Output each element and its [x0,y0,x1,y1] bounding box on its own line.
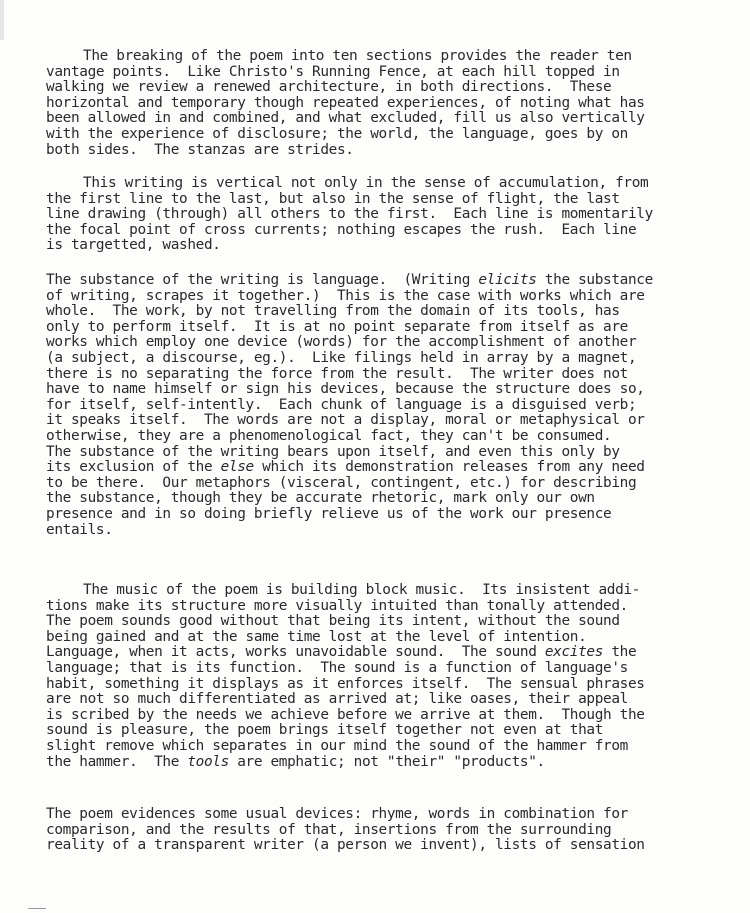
text-line: works which employ one device (words) for the accomplishment of another [46,334,637,351]
text-segment: the [603,644,637,661]
text-line: walking we review a renewed architecture, in both directions. These [46,79,612,96]
text-line: the first line to the last, but also in the sense of flight, the last [46,190,620,207]
emphasized-word: excites [544,644,604,661]
text-segment: The substance of the writing is language. (Writing [46,272,479,288]
text-line: line drawing (through) all others to the first. Each line is momentarily [46,206,653,223]
text-segment: are emphatic; not "their" "products". [228,753,545,770]
text-line: This writing is vertical not only in the sense of accumulation, from [83,175,649,191]
text-line: have to name himself or sign his devices, because the structure does so, [46,381,645,398]
paragraph-vertical-writing [46,176,696,254]
text-line: the substance, though they be accurate rhetoric, mark only our own [46,490,595,507]
text-line: The substance of the writing bears upon itself, and even this only by [46,443,620,460]
text-line: is scribed by the needs we achieve before we arrive at them. Though the [46,706,645,723]
text-line: entails. [46,521,113,538]
text-line: the focal point of cross currents; nothing escapes the rush. Each line [46,221,637,238]
paragraph-devices [46,807,696,854]
text-segment: which its demonstration releases from any need [253,459,645,476]
text-line: The poem sounds good without that being its intent, without the sound [46,613,620,630]
text-line: been allowed in and combined, and what excluded, fill us also vertically [46,110,645,127]
text-line: otherwise, they are a phenomenological fact, they can't be consumed. [46,427,612,444]
text-line: there is no separating the force from the result. The writer does not [46,365,628,382]
text-line: for itself, self-intently. Each chunk of language is a disguised verb; [46,396,637,413]
text-line [46,460,696,476]
emphasized-word: else [220,459,254,476]
text-line: vantage points. Like Christo's Running Fence, at each hill topped in [46,63,620,80]
text-line: being gained and at the same time lost at the level of intention. [46,628,587,645]
emphasized-word: tools [187,753,229,770]
text-line: it speaks itself. The words are not a display, moral or metaphysical or [46,412,645,429]
text-line: The breaking of the poem into ten sections provides the reader ten [83,48,632,64]
paragraph-substance [46,273,696,538]
text-line: horizontal and temporary though repeated experiences, of noting what has [46,94,645,111]
text-line: habit, something it displays as it enforces itself. The sensual phrases [46,675,645,692]
text-line [46,755,696,771]
text-line [46,273,696,289]
text-line: only to perform itself. It is at no point separate from itself as are [46,318,628,335]
text-line: comparison, and the results of that, insertions from the surrounding [46,821,612,838]
text-line: The poem evidences some usual devices: rhyme, words in combination for [46,806,628,822]
text-line: (a subject, a discourse, eg.). Like filings held in array by a magnet, [46,349,637,366]
text-segment: its exclusion of the [46,459,221,476]
paragraph-christo [46,49,696,158]
text-line: reality of a transparent writer (a person we invent), lists of sensation [46,837,645,854]
scan-edge-mark [0,0,4,40]
text-line: slight remove which separates in our mind the sound of the hammer from [46,737,628,754]
text-line: is targetted, washed. [46,237,221,254]
text-line: are not so much differentiated as arrived at; like oases, their appeal [46,691,628,708]
paragraph-music [46,583,696,770]
text-segment: the substance [536,272,653,288]
text-line: language; that is its function. The sound is a function of language's [46,659,628,676]
text-line: of writing, scrapes it together.) This is the case with works which are [46,287,645,304]
text-line: presence and in so doing briefly relieve us of the work our presence [46,505,612,522]
text-line: whole. The work, by not travelling from the domain of its tools, has [46,303,620,320]
text-line: The music of the poem is building block music. Its insistent addi- [83,582,641,598]
text-line: tions make its structure more visually intuited than tonally attended. [46,597,628,614]
text-line: to be there. Our metaphors (visceral, contingent, etc.) for describing [46,474,637,491]
text-line: both sides. The stanzas are strides. [46,141,354,158]
text-segment: Language, when it acts, works unavoidable sound. The sound [46,644,545,661]
text-line [46,645,696,661]
text-line: sound is pleasure, the poem brings itself together not even at that [46,722,604,739]
text-segment: the hammer. The [46,753,188,770]
text-line: with the experience of disclosure; the world, the language, goes by on [46,125,628,142]
emphasized-word: elicits [478,272,537,288]
page-edge-mark [28,908,46,909]
